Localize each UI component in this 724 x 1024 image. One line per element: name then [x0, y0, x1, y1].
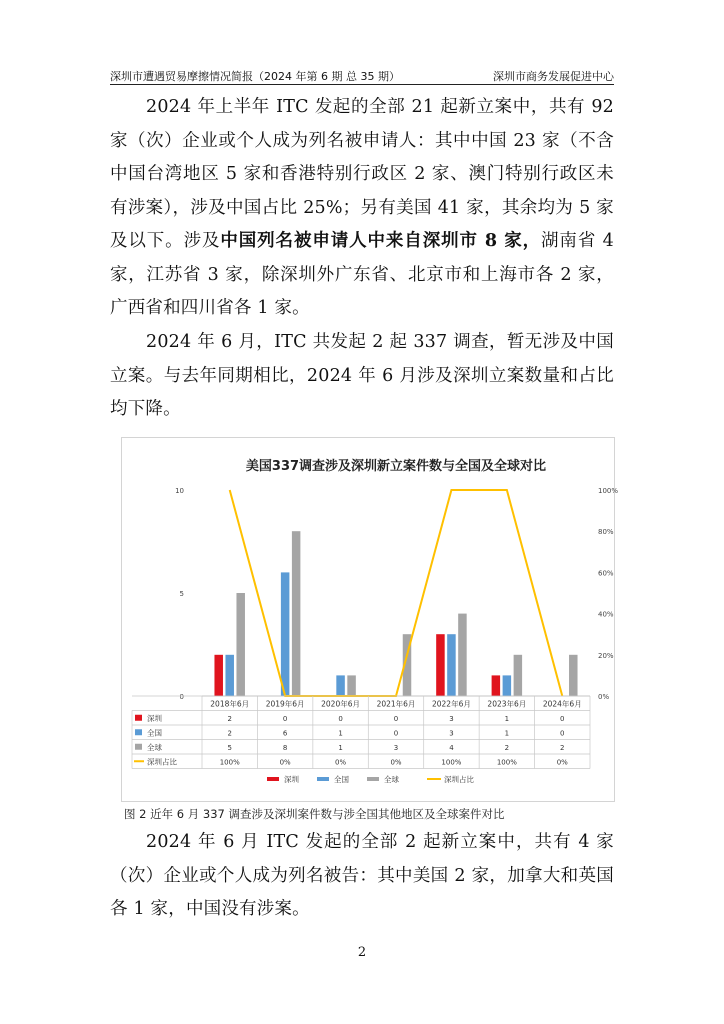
y-tick-label: 0: [179, 693, 184, 701]
data-label: 2: [560, 743, 565, 752]
bar-全球-2019年6月: [292, 531, 301, 696]
bar-全国-2023年6月: [503, 675, 512, 696]
data-label: 2: [227, 729, 232, 738]
data-label: 0%: [335, 758, 347, 767]
page-number: 2: [357, 945, 367, 960]
header-title: 深圳市遭遇贸易摩擦情况简报（2024 年第 6 期 总 35 期）: [110, 70, 400, 83]
x-tick-label: 2021年6月: [376, 699, 416, 709]
y2-tick-label: 80%: [598, 528, 614, 537]
figure-caption: 图 2 近年 6 月 337 调查涉及深圳案件数与涉全国其他地区及全球案件对比: [124, 807, 505, 821]
chart-svg: [122, 438, 619, 801]
data-label: 0%: [390, 758, 402, 767]
y-tick-label: 10: [175, 487, 184, 495]
bar-全球-2022年6月: [458, 614, 467, 696]
x-tick-label: 2020年6月: [321, 699, 361, 709]
bar-全国-2018年6月: [225, 655, 234, 696]
chart-title: 美国337调查涉及深圳新立案件数与全国及全球对比: [245, 459, 547, 474]
data-label: 4: [449, 743, 454, 752]
bar-深圳-2023年6月: [492, 675, 501, 696]
data-label: 0: [393, 714, 399, 723]
x-tick-label: 2022年6月: [431, 699, 471, 709]
y2-tick-label: 40%: [598, 610, 614, 619]
y-tick-label: 5: [179, 590, 184, 598]
bar-全球-2020年6月: [347, 675, 356, 696]
data-label: 100%: [219, 758, 240, 767]
data-label: 2: [504, 743, 510, 752]
data-label: 3: [449, 714, 454, 723]
bar-全国-2020年6月: [336, 675, 345, 696]
data-label: 100%: [496, 758, 517, 767]
bar-深圳-2018年6月: [214, 655, 223, 696]
bar-全球-2023年6月: [514, 655, 523, 696]
bar-全球-2024年6月: [569, 655, 578, 696]
legend-label: 深圳占比: [444, 775, 474, 784]
data-label: 0%: [556, 758, 568, 767]
y2-tick-label: 100%: [598, 487, 619, 495]
paragraph-june-respondents: [110, 826, 614, 927]
legend-key: [367, 777, 379, 781]
table-legend-key: [135, 729, 142, 735]
y2-tick-label: 0%: [598, 693, 610, 701]
data-label: 0: [393, 729, 399, 738]
p1-text-c: 湖南省 4 家，江苏省 3 家，除深圳外广东省、北京市和上海市各 2 家，广西省和四川省各 1 家。: [110, 231, 615, 318]
x-tick-label: 2023年6月: [487, 699, 527, 709]
data-label: 100%: [441, 758, 462, 767]
p2-text: 2024 年 6 月，ITC 共发起 2 起 337 调查，暂无涉及中国立案。与去年同期相比，2024 年 6 月涉及深圳立案数量和占比均下降。: [110, 332, 614, 419]
legend-key: [317, 777, 329, 781]
share-line: [230, 490, 563, 696]
table-legend-key: [135, 744, 142, 750]
header-org: 深圳市商务发展促进中心: [493, 70, 614, 83]
data-label: 0: [282, 714, 288, 723]
y2-tick-label: 20%: [598, 651, 614, 660]
x-tick-label: 2018年6月: [210, 699, 250, 709]
y2-tick-label: 60%: [598, 569, 614, 578]
paragraph-h1-summary: [110, 91, 614, 326]
table-row-label: 全国: [147, 728, 162, 738]
data-label: 0: [560, 714, 565, 723]
data-label: 3: [393, 743, 399, 752]
legend-key: [267, 777, 279, 781]
table-row-label: 深圳: [147, 713, 162, 723]
p1-text-a: 2024 年上半年 ITC 发起的全部 21 起新立案中，共有 92 家（次）企业或个人成为列名被申请人：其中中国 23 家（不含中国台湾地区 5 家和香港特别行政区 2 家、澳门特别行政区未有涉案），涉及中国占比 25%；另有美国 41 家，其余均为 5 家及以下。涉及: [110, 97, 614, 251]
data-label: 1: [504, 729, 510, 738]
p4-text: 2024 年 6 月 ITC 发起的全部 2 起新立案中，共有 4 家（次）企业或个人成为列名被告：其中美国 2 家，加拿大和英国各 1 家，中国没有涉案。: [110, 832, 614, 919]
p1-bold-text: 中国列名被申请人中来自深圳市 8 家，: [220, 231, 542, 251]
table-row-label: 全球: [147, 742, 162, 752]
data-label: 1: [338, 729, 343, 738]
data-label: 8: [282, 743, 288, 752]
data-label: 5: [227, 743, 232, 752]
x-tick-label: 2024年6月: [542, 699, 582, 709]
bar-全球-2018年6月: [236, 593, 245, 696]
data-label: 6: [282, 729, 288, 738]
bar-全国-2022年6月: [447, 634, 456, 696]
legend-label: 全国: [334, 775, 349, 784]
data-label: 0: [338, 714, 343, 723]
table-row-label: 深圳占比: [147, 757, 177, 767]
page-header: [110, 68, 614, 85]
bar-全国-2019年6月: [281, 572, 290, 696]
table-legend-key: [135, 715, 142, 721]
data-label: 2: [227, 714, 232, 723]
chart-figure: [121, 437, 619, 802]
data-label: 1: [338, 743, 343, 752]
data-label: 0%: [279, 758, 291, 767]
x-tick-label: 2019年6月: [265, 699, 305, 709]
legend-label: 深圳: [284, 775, 299, 784]
bar-深圳-2022年6月: [436, 634, 445, 696]
legend-label: 全球: [384, 775, 399, 784]
data-label: 1: [504, 714, 510, 723]
data-label: 0: [560, 729, 565, 738]
data-label: 3: [449, 729, 454, 738]
paragraph-june-summary: [110, 326, 614, 427]
